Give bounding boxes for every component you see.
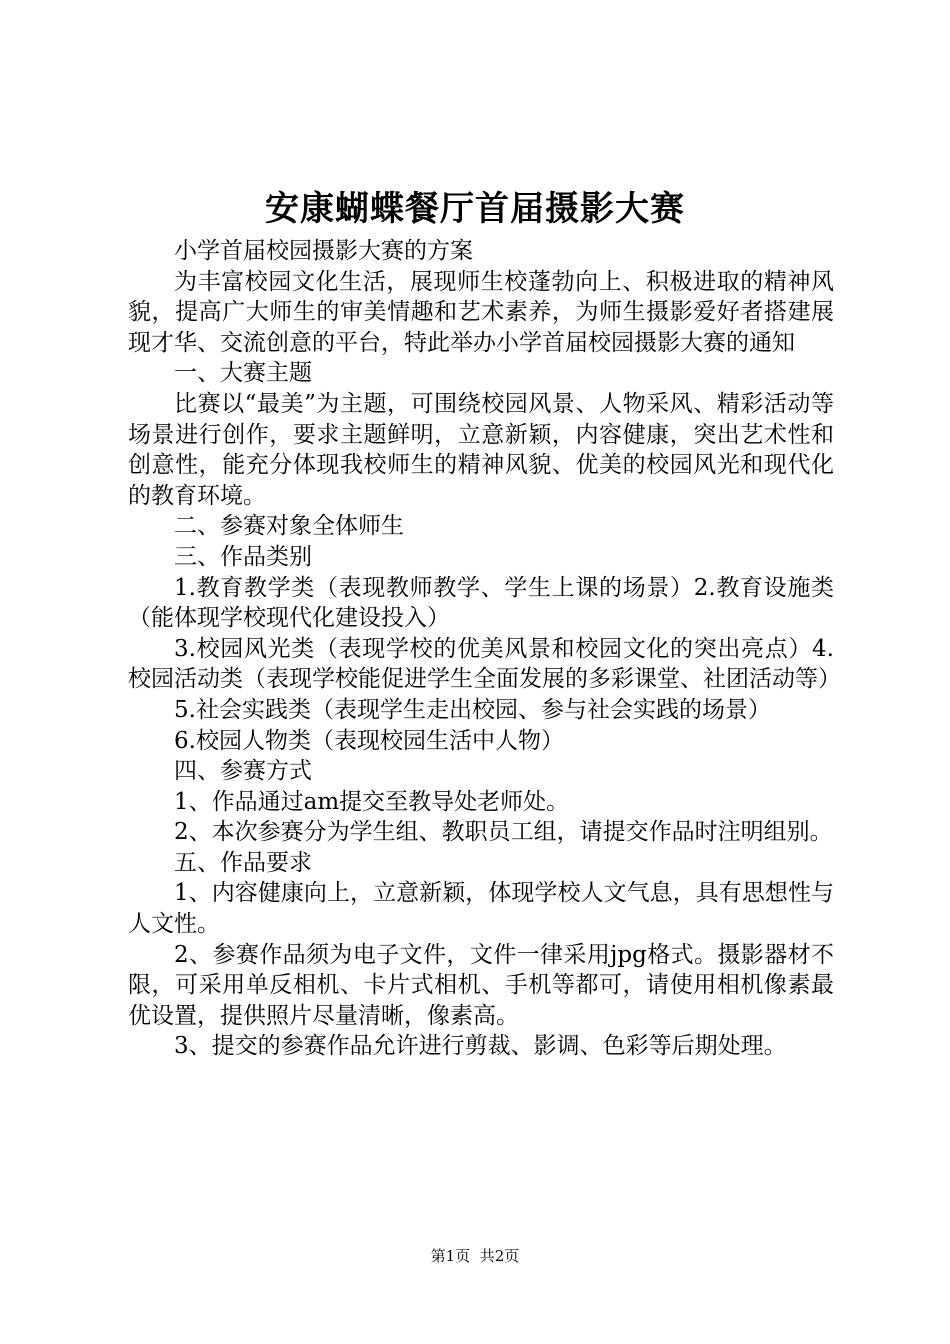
footer-separator — [470, 1247, 480, 1265]
section-heading-theme: 一、大赛主题 — [174, 360, 312, 387]
list-item-category-1-2: 1.教育教学类（表现教师教学、学生上课的场景）2.教育设施类（能体现学校现代化建设投入） — [128, 574, 834, 632]
section-heading-requirements: 五、作品要求 — [174, 849, 312, 876]
document-title: 安康蝴蝶餐厅首届摄影大赛 — [265, 189, 685, 229]
section-heading-participants: 二、参赛对象全体师生 — [174, 513, 404, 540]
paragraph-intro: 为丰富校园文化生活，展现师生校蓬勃向上、积极进取的精神风貌，提高广大师生的审美情趣和艺术素养，为师生摄影爱好者搭建展现才华、交流创意的平台，特此举办小学首届校园摄影大赛的通知 — [128, 268, 834, 356]
section-heading-categories: 三、作品类别 — [174, 543, 312, 570]
list-item-method-2: 2、本次参赛分为学生组、教职员工组，请提交作品时注明组别。 — [174, 819, 833, 846]
list-item-method-1: 1、作品通过am提交至教导处老师处。 — [174, 788, 570, 815]
document-body — [128, 236, 841, 1062]
list-item-requirement-2: 2、参赛作品须为电子文件，文件一律采用jpg格式。摄影器材不限，可采用单反相机、卡片式相机、手机等都可，请使用相机像素最优设置，提供照片尽量清晰，像素高。 — [128, 941, 834, 1029]
page-footer — [0, 1246, 950, 1266]
section-heading-method: 四、参赛方式 — [174, 758, 312, 785]
list-item-category-5: 5.社会实践类（表现学生走出校园、参与社会实践的场景） — [174, 696, 771, 723]
list-item-requirement-1: 1、内容健康向上，立意新颖，体现学校人文气息，具有思想性与人文性。 — [128, 880, 834, 938]
list-item-requirement-3: 3、提交的参赛作品允许进行剪裁、影调、色彩等后期处理。 — [174, 1033, 787, 1060]
list-item-category-6: 6.校园人物类（表现校园生活中人物） — [174, 727, 564, 754]
page-number-total: 共2页 — [479, 1247, 520, 1265]
paragraph-theme: 比赛以“最美”为主题，可围绕校园风景、人物采风、精彩活动等场景进行创作，要求主题鲜明，立意新颖，内容健康，突出艺术性和创意性，能充分体现我校师生的精神风貌、优美的校园风光和现代化的教育环境。 — [128, 390, 834, 509]
list-item-category-3-4: 3.校园风光类（表现学校的优美风景和校园文化的突出亮点）4.校园活动类（表现学校能促进学生全面发展的多彩课堂、社团活动等） — [128, 635, 841, 693]
page-number-current: 第1页 — [430, 1247, 471, 1265]
paragraph-plan-heading: 小学首届校园摄影大赛的方案 — [174, 238, 473, 264]
